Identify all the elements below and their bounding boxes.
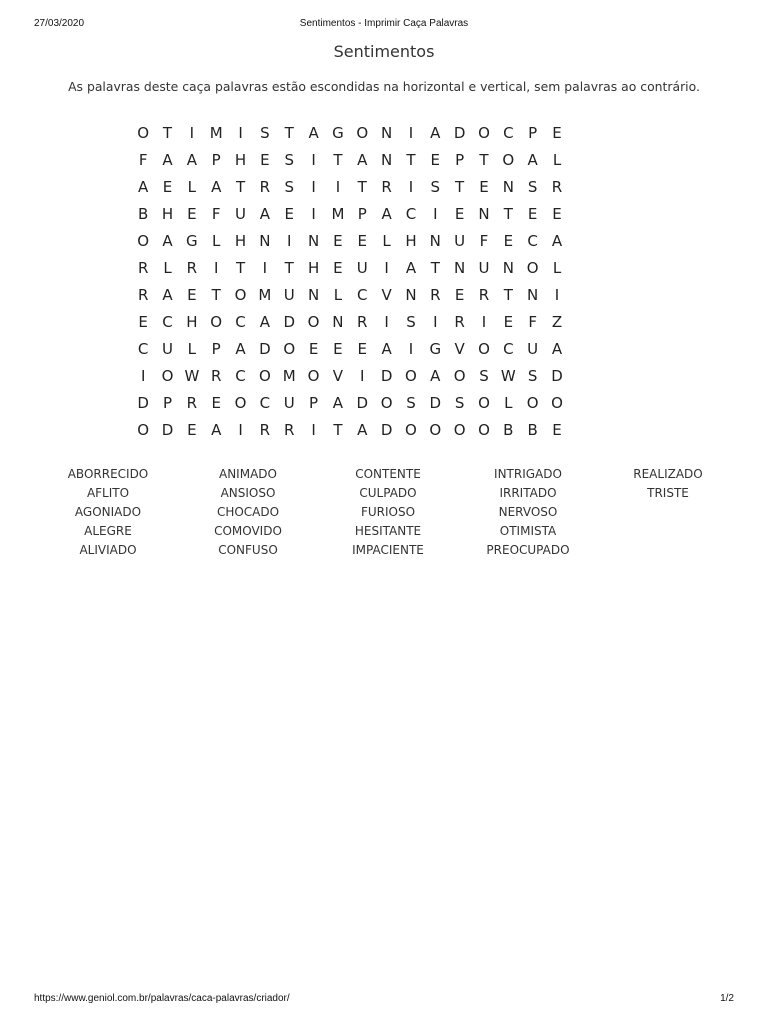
grid-letter: O <box>405 420 417 439</box>
grid-letter: T <box>455 177 465 196</box>
grid-letter: N <box>502 177 514 196</box>
grid-row <box>131 173 569 200</box>
grid-letter: N <box>259 231 271 250</box>
grid-letter: P <box>357 204 367 223</box>
grid-letter: H <box>307 258 320 277</box>
word-item: CULPADO <box>359 486 417 500</box>
grid-letter: S <box>260 123 270 142</box>
grid-letter: E <box>187 204 197 223</box>
grid-letter: E <box>284 204 294 223</box>
word-item: ALIVIADO <box>79 543 137 557</box>
grid-letter: D <box>161 420 174 439</box>
grid-letter: N <box>478 204 490 223</box>
word-item: ALEGRE <box>84 524 132 538</box>
grid-letter: L <box>552 150 562 169</box>
grid-letter: E <box>138 312 148 331</box>
grid-letter: I <box>408 339 414 358</box>
grid-letter: R <box>186 393 198 412</box>
grid-letter: L <box>212 231 221 250</box>
word-item: ABORRECIDO <box>67 467 149 481</box>
grid-row <box>131 416 569 443</box>
grid-letter: E <box>211 393 221 412</box>
word-item: ANIMADO <box>219 467 277 481</box>
grid-letter: D <box>453 123 466 142</box>
grid-letter: E <box>552 420 562 439</box>
grid-letter: H <box>186 312 198 331</box>
grid-letter: T <box>162 123 173 142</box>
grid-letter: P <box>211 339 221 358</box>
grid-letter: S <box>284 177 294 196</box>
grid-letter: A <box>332 393 344 412</box>
grid-letter: O <box>478 420 490 439</box>
grid-letter: O <box>526 393 539 412</box>
grid-letter: R <box>259 420 271 439</box>
grid-letter: O <box>356 123 369 142</box>
grid-letter: F <box>138 150 148 169</box>
grid-letter: I <box>140 366 146 385</box>
grid-letter: E <box>333 231 343 250</box>
grid-letter: D <box>551 366 563 385</box>
grid-letter: I <box>335 177 341 196</box>
grid-letter: E <box>187 285 197 304</box>
grid-letter: U <box>454 231 466 250</box>
grid-letter: H <box>234 150 247 169</box>
grid-letter: N <box>307 231 320 250</box>
word-search-grid <box>131 119 569 443</box>
grid-letter: U <box>283 393 295 412</box>
grid-letter: U <box>478 258 490 277</box>
grid-letter: I <box>213 258 219 277</box>
grid-letter: O <box>137 231 150 250</box>
grid-letter: D <box>356 393 369 412</box>
word-item: CONFUSO <box>218 543 278 557</box>
grid-letter: E <box>552 123 562 142</box>
word-item: CONTENTE <box>355 467 421 481</box>
grid-letter: I <box>384 258 389 277</box>
grid-letter: N <box>380 150 393 169</box>
grid-letter: N <box>307 285 320 304</box>
grid-letter: O <box>307 312 320 331</box>
grid-letter: M <box>258 285 272 304</box>
grid-letter: E <box>527 204 538 223</box>
grid-letter: I <box>238 123 243 142</box>
grid-letter: I <box>360 366 365 385</box>
grid-letter: R <box>210 366 222 385</box>
grid-letter: I <box>311 204 316 223</box>
word-item: AFLITO <box>86 486 130 500</box>
word-item: PREOCUPADO <box>486 543 570 557</box>
grid-letter: L <box>504 393 513 412</box>
grid-letter: I <box>554 285 560 304</box>
grid-letter: A <box>381 339 392 358</box>
grid-letter: I <box>433 204 438 223</box>
grid-letter: Z <box>551 312 563 331</box>
grid-letter: O <box>502 150 515 169</box>
grid-letter: O <box>405 366 417 385</box>
grid-letter: A <box>357 150 368 169</box>
grid-letter: I <box>433 312 438 331</box>
grid-letter: C <box>235 366 246 385</box>
grid-letter: E <box>454 204 465 223</box>
grid-row <box>131 146 569 173</box>
grid-letter: D <box>137 393 149 412</box>
word-column <box>318 466 458 561</box>
grid-letter: C <box>357 285 368 304</box>
grid-letter: E <box>333 258 343 277</box>
grid-letter: P <box>528 123 538 142</box>
grid-letter: R <box>137 258 149 277</box>
grid-letter: H <box>234 231 247 250</box>
grid-letter: H <box>161 204 174 223</box>
grid-letter: O <box>234 285 247 304</box>
grid-letter: O <box>137 420 150 439</box>
grid-letter: S <box>527 366 538 385</box>
grid-letter: N <box>405 285 417 304</box>
word-item: ANSIOSO <box>220 486 276 500</box>
grid-letter: B <box>527 420 538 439</box>
grid-letter: E <box>552 204 562 223</box>
grid-letter: F <box>528 312 537 331</box>
grid-letter: T <box>357 177 367 196</box>
grid-letter: E <box>162 177 173 196</box>
print-date: 27/03/2020 <box>34 18 85 29</box>
grid-letter: C <box>162 312 173 331</box>
grid-letter: E <box>187 420 197 439</box>
grid-letter: L <box>552 258 562 277</box>
grid-letter: L <box>382 231 391 250</box>
print-document-title: Sentimentos - Imprimir Caça Palavras <box>299 18 469 29</box>
grid-letter: R <box>430 285 441 304</box>
grid-letter: A <box>162 231 173 250</box>
grid-row <box>131 389 569 416</box>
grid-letter: W <box>184 366 200 385</box>
grid-letter: A <box>381 204 392 223</box>
grid-row <box>131 119 569 146</box>
grid-letter: C <box>527 231 538 250</box>
grid-letter: O <box>137 123 150 142</box>
grid-letter: S <box>527 177 538 196</box>
grid-letter: A <box>211 420 222 439</box>
grid-row <box>131 308 569 335</box>
grid-letter: M <box>331 204 345 223</box>
grid-letter: R <box>454 312 465 331</box>
grid-letter: N <box>380 123 393 142</box>
grid-letter: O <box>526 258 539 277</box>
grid-letter: S <box>406 312 416 331</box>
grid-letter: V <box>332 366 344 385</box>
grid-row <box>131 200 569 227</box>
grid-letter: C <box>259 393 271 412</box>
grid-letter: T <box>235 177 246 196</box>
word-item: TRISTE <box>647 486 689 500</box>
grid-letter: P <box>162 393 173 412</box>
grid-letter: P <box>309 393 319 412</box>
grid-row <box>131 254 569 281</box>
grid-letter: C <box>405 204 417 223</box>
word-item: COMOVIDO <box>214 524 282 538</box>
word-item: HESITANTE <box>354 524 422 538</box>
grid-letter: M <box>209 123 223 142</box>
word-item: FURIOSO <box>360 505 416 519</box>
print-header <box>34 18 734 32</box>
grid-letter: O <box>453 420 466 439</box>
grid-letter: B <box>138 204 149 223</box>
word-item: INTRIGADO <box>494 467 562 481</box>
grid-letter: O <box>258 366 271 385</box>
grid-letter: M <box>282 366 296 385</box>
grid-letter: I <box>481 312 487 331</box>
grid-letter: N <box>454 258 466 277</box>
grid-letter: O <box>161 366 174 385</box>
grid-letter: I <box>384 312 389 331</box>
grid-letter: F <box>479 231 489 250</box>
grid-letter: E <box>308 339 319 358</box>
grid-letter: C <box>503 123 514 142</box>
grid-letter: I <box>189 123 195 142</box>
grid-letter: A <box>430 366 441 385</box>
grid-letter: S <box>406 393 416 412</box>
grid-letter: W <box>500 366 516 385</box>
grid-letter: B <box>503 420 514 439</box>
grid-letter: A <box>162 150 173 169</box>
grid-letter: E <box>357 231 367 250</box>
grid-letter: D <box>429 393 442 412</box>
grid-letter: O <box>380 393 393 412</box>
grid-letter: C <box>503 339 514 358</box>
instructions-text: As palavras deste caça palavras estão escondidas na horizontal e vertical, sem palavras ao contrário. <box>68 79 700 94</box>
word-item: NERVOSO <box>498 505 558 519</box>
grid-letter: E <box>454 285 465 304</box>
grid-letter: I <box>311 420 316 439</box>
grid-letter: A <box>211 177 222 196</box>
grid-letter: E <box>260 150 270 169</box>
grid-letter: A <box>405 258 417 277</box>
grid-letter: O <box>478 123 490 142</box>
grid-letter: A <box>138 177 149 196</box>
grid-letter: R <box>478 285 490 304</box>
grid-letter: A <box>259 312 271 331</box>
grid-letter: E <box>479 177 489 196</box>
grid-letter: A <box>235 339 246 358</box>
word-item: IMPACIENTE <box>352 543 424 557</box>
grid-letter: N <box>502 258 514 277</box>
grid-letter: T <box>479 150 489 169</box>
word-column <box>178 466 318 561</box>
grid-letter: I <box>408 177 414 196</box>
grid-letter: I <box>311 150 316 169</box>
grid-letter: E <box>333 339 343 358</box>
word-column <box>598 466 738 561</box>
grid-letter: O <box>234 393 247 412</box>
grid-letter: A <box>430 123 441 142</box>
grid-letter: D <box>380 420 393 439</box>
grid-letter: R <box>259 177 271 196</box>
grid-letter: O <box>478 393 490 412</box>
grid-letter: S <box>454 393 465 412</box>
word-item: IRRITADO <box>499 486 557 500</box>
grid-letter: S <box>284 150 294 169</box>
grid-letter: T <box>503 285 513 304</box>
grid-letter: E <box>430 150 441 169</box>
grid-letter: T <box>235 258 246 277</box>
word-column <box>38 466 178 561</box>
grid-letter: O <box>283 339 296 358</box>
word-item: AGONIADO <box>74 505 142 519</box>
grid-letter: C <box>235 312 246 331</box>
grid-letter: O <box>453 366 466 385</box>
grid-letter: U <box>527 339 539 358</box>
grid-letter: I <box>262 258 268 277</box>
grid-letter: S <box>479 366 489 385</box>
word-item: CHOCADO <box>216 505 280 519</box>
grid-letter: A <box>308 123 319 142</box>
grid-letter: H <box>405 231 417 250</box>
grid-letter: R <box>551 177 563 196</box>
grid-letter: I <box>311 177 316 196</box>
grid-letter: P <box>211 150 221 169</box>
print-footer <box>34 993 734 1007</box>
grid-letter: S <box>430 177 441 196</box>
grid-letter: R <box>137 285 149 304</box>
grid-letter: N <box>527 285 539 304</box>
grid-letter: L <box>187 339 197 358</box>
grid-letter: O <box>551 393 563 412</box>
grid-letter: E <box>357 339 367 358</box>
grid-letter: A <box>162 285 173 304</box>
grid-letter: D <box>283 312 296 331</box>
grid-letter: L <box>333 285 343 304</box>
grid-letter: R <box>381 177 392 196</box>
grid-letter: R <box>186 258 198 277</box>
grid-letter: T <box>430 258 440 277</box>
grid-letter: R <box>284 420 295 439</box>
grid-row <box>131 227 569 254</box>
grid-letter: V <box>381 285 392 304</box>
grid-letter: D <box>259 339 271 358</box>
print-url: https://www.geniol.com.br/palavras/caca-palavras/criador/ <box>34 993 290 1004</box>
grid-letter: D <box>380 366 393 385</box>
grid-letter: T <box>503 204 513 223</box>
grid-row <box>131 335 569 362</box>
word-item: OTIMISTA <box>499 524 557 538</box>
grid-letter: L <box>163 258 172 277</box>
grid-letter: O <box>210 312 223 331</box>
grid-row <box>131 281 569 308</box>
word-list <box>38 466 738 561</box>
grid-letter: T <box>284 123 294 142</box>
grid-letter: G <box>429 339 442 358</box>
grid-letter: T <box>406 150 416 169</box>
grid-letter: A <box>357 420 368 439</box>
grid-letter: V <box>454 339 465 358</box>
grid-letter: P <box>455 150 465 169</box>
grid-letter: I <box>238 420 243 439</box>
grid-letter: R <box>357 312 368 331</box>
page-title: Sentimentos <box>333 42 435 61</box>
grid-letter: N <box>429 231 441 250</box>
grid-letter: O <box>429 420 442 439</box>
grid-letter: T <box>211 285 221 304</box>
grid-letter: F <box>211 204 221 223</box>
grid-letter: N <box>332 312 344 331</box>
grid-letter: U <box>162 339 173 358</box>
grid-letter: A <box>551 231 563 250</box>
grid-letter: E <box>503 231 514 250</box>
grid-letter: T <box>333 420 343 439</box>
grid-letter: L <box>187 177 197 196</box>
word-column <box>458 466 598 561</box>
grid-letter: T <box>284 258 294 277</box>
grid-letter: O <box>478 339 490 358</box>
grid-letter: A <box>186 150 197 169</box>
grid-letter: G <box>186 231 198 250</box>
grid-letter: U <box>283 285 295 304</box>
grid-letter: T <box>333 150 343 169</box>
grid-letter: E <box>503 312 514 331</box>
grid-letter: I <box>287 231 292 250</box>
grid-letter: G <box>332 123 344 142</box>
grid-letter: U <box>235 204 247 223</box>
page-number: 1/2 <box>720 993 734 1004</box>
grid-letter: O <box>307 366 320 385</box>
grid-letter: A <box>259 204 271 223</box>
word-item: REALIZADO <box>633 467 703 481</box>
grid-letter: A <box>527 150 538 169</box>
grid-letter: C <box>137 339 149 358</box>
grid-letter: U <box>356 258 368 277</box>
grid-letter: A <box>551 339 563 358</box>
grid-letter: I <box>408 123 414 142</box>
grid-row <box>131 362 569 389</box>
